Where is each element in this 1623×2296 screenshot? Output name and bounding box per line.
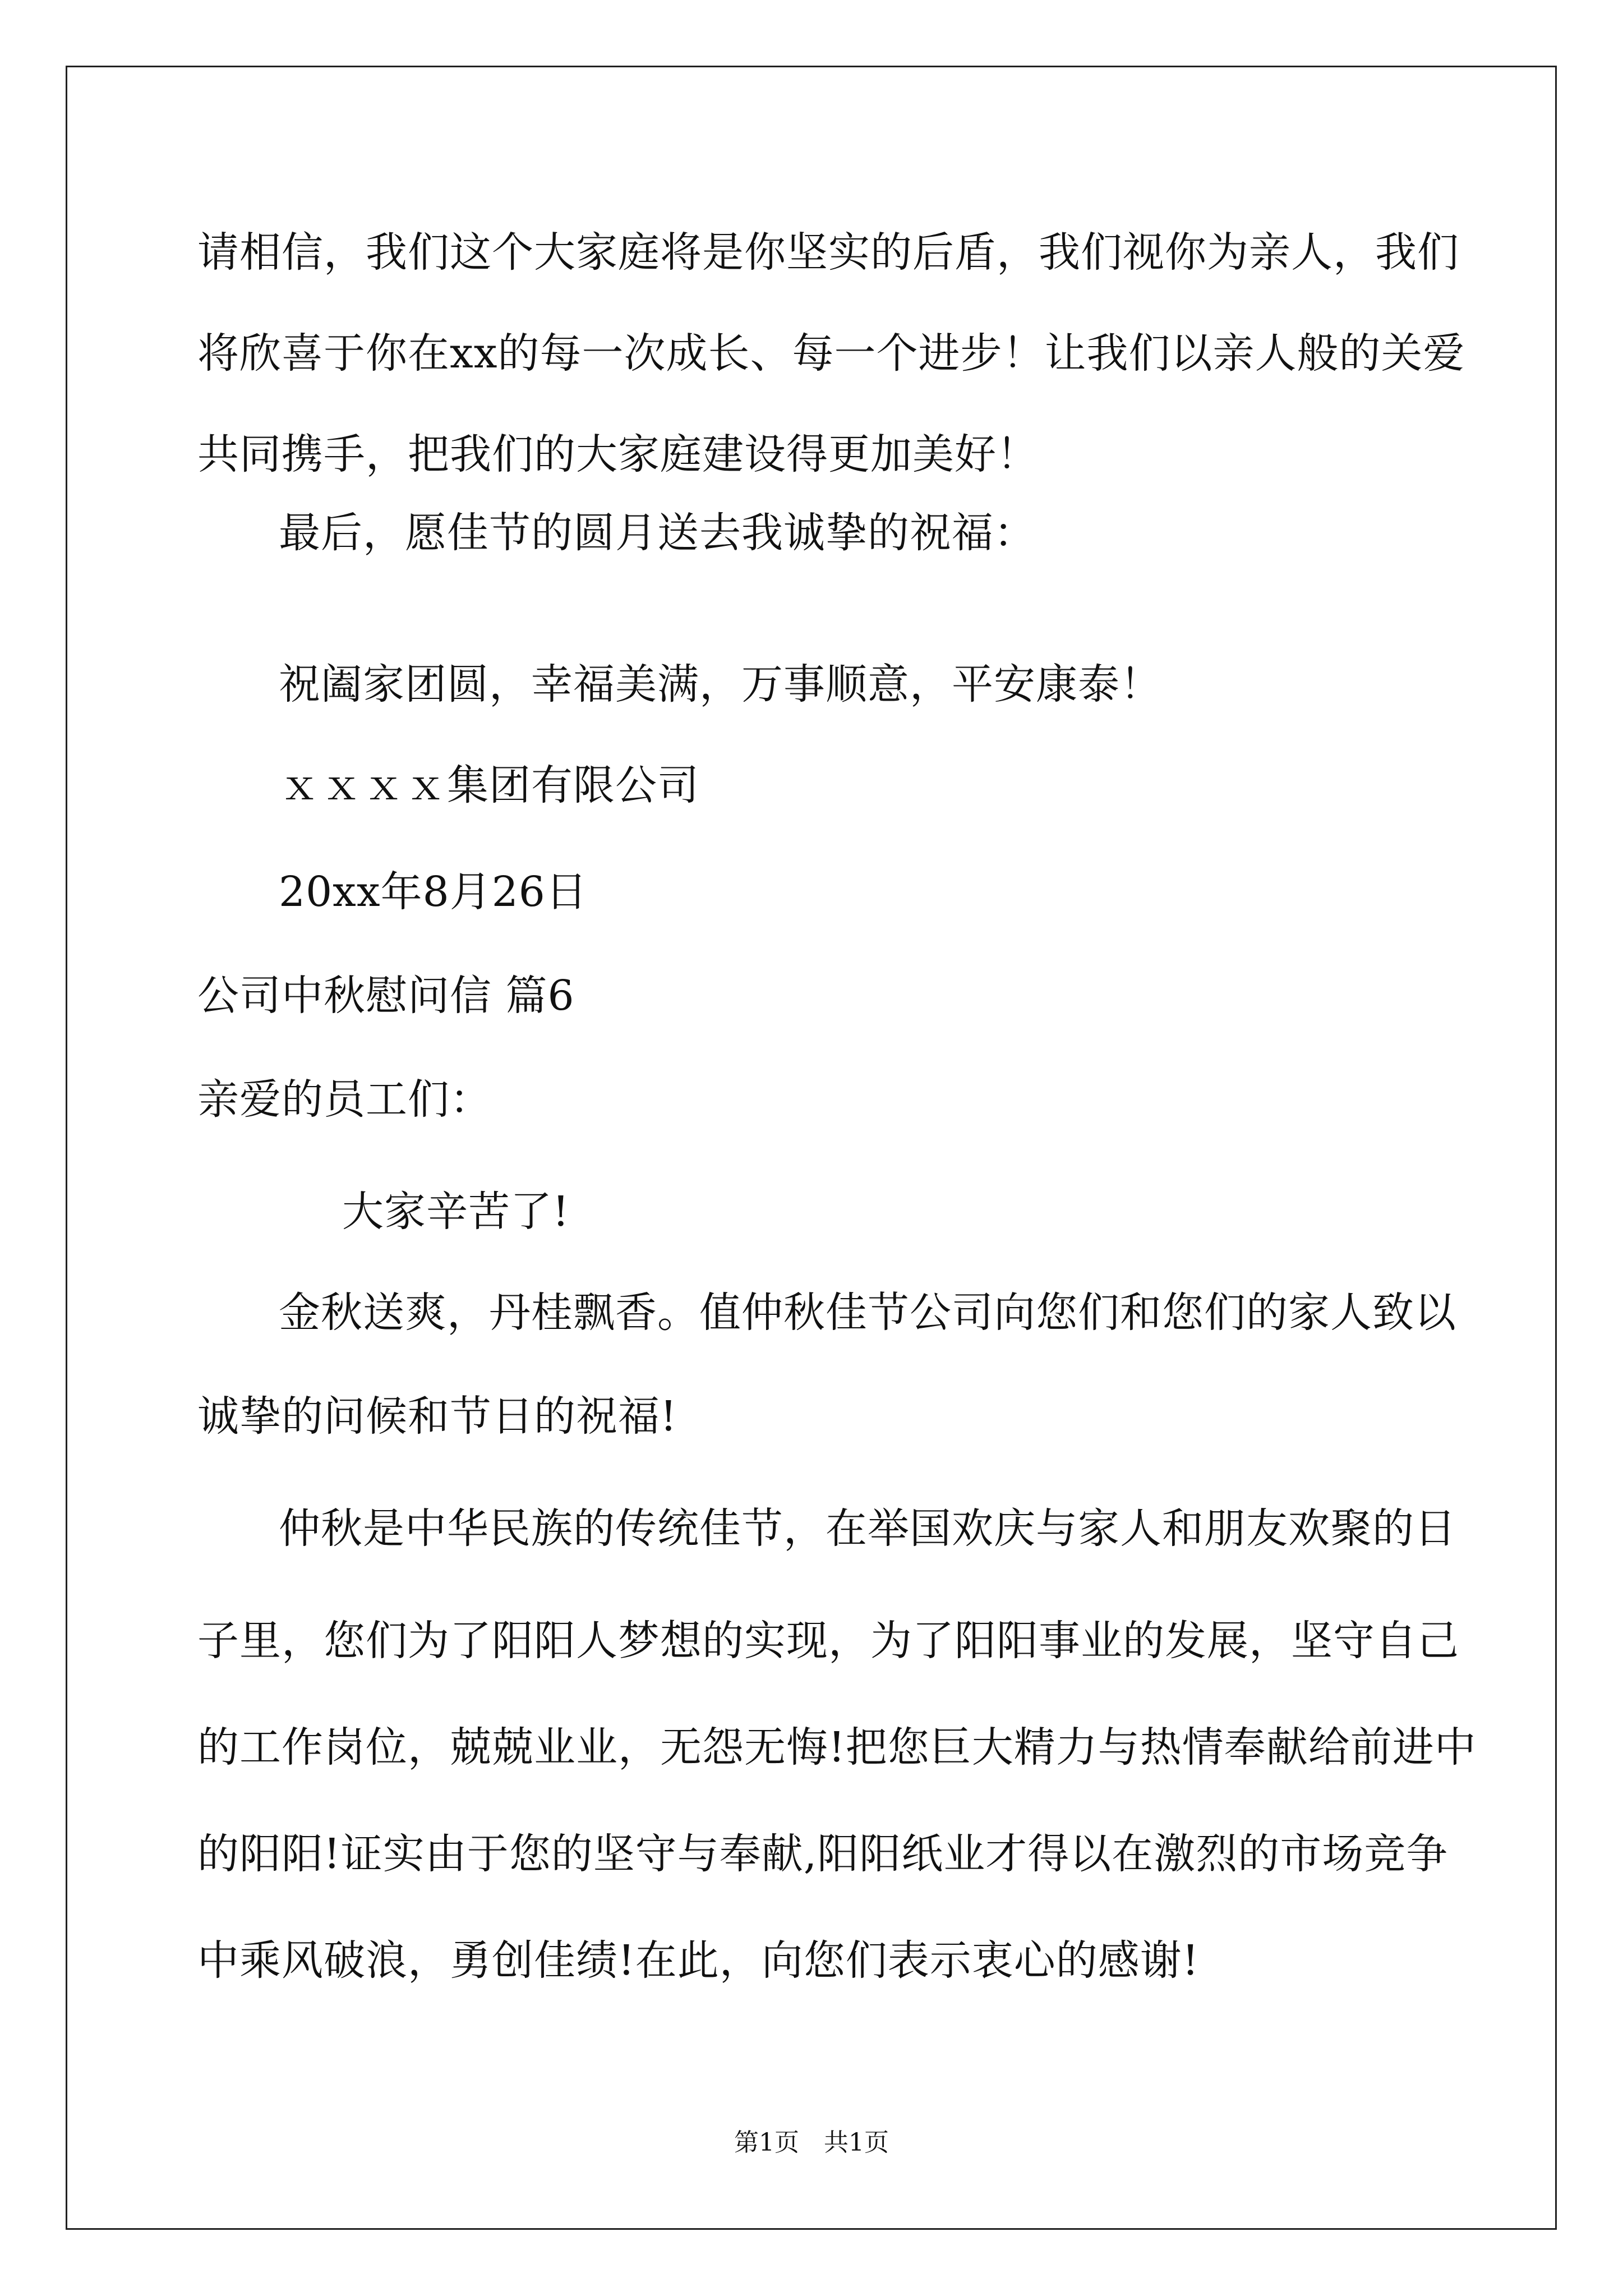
page-border	[66, 66, 1557, 2230]
body-line: 子里，您们为了阳阳人梦想的实现，为了阳阳事业的发展，坚守自己	[197, 1617, 1459, 1665]
body-line: 的工作岗位，兢兢业业，无怨无悔!把您巨大精力与热情奉献给前进中	[197, 1723, 1477, 1772]
body-line: 将欣喜于你在xx的每一次成长、每一个进步！让我们以亲人般的关爱	[197, 329, 1465, 378]
body-line: 祝阖家团圆，幸福美满，万事顺意，平安康泰！	[279, 660, 1162, 708]
body-line: 共同携手，把我们的大家庭建设得更加美好！	[197, 430, 1039, 478]
company-signature: ｘｘｘｘ集团有限公司	[279, 761, 699, 809]
body-line: 仲秋是中华民族的传统佳节，在举国欢庆与家人和朋友欢聚的日	[279, 1504, 1456, 1553]
salutation: 亲爱的员工们：	[197, 1075, 492, 1124]
body-line: 诚挚的问候和节日的祝福!	[197, 1392, 677, 1441]
page-footer: 第1页 共1页	[734, 2128, 889, 2157]
body-line: 金秋送爽，丹桂飘香。值仲秋佳节公司向您们和您们的家人致以	[279, 1289, 1456, 1337]
letter-date: 20xx年8月26日	[279, 868, 588, 916]
body-line: 最后，愿佳节的圆月送去我诚挚的祝福：	[279, 509, 1036, 557]
section-heading: 公司中秋慰问信 篇6	[197, 972, 575, 1020]
greeting-line: 大家辛苦了!	[342, 1188, 570, 1236]
body-line: 的阳阳!证实由于您的坚守与奉献,阳阳纸业才得以在激烈的市场竞争	[197, 1830, 1449, 1878]
body-line: 中乘风破浪，勇创佳绩!在此，向您们表示衷心的感谢!	[197, 1936, 1200, 1985]
body-line: 请相信，我们这个大家庭将是你坚实的后盾，我们视你为亲人，我们	[197, 228, 1459, 277]
